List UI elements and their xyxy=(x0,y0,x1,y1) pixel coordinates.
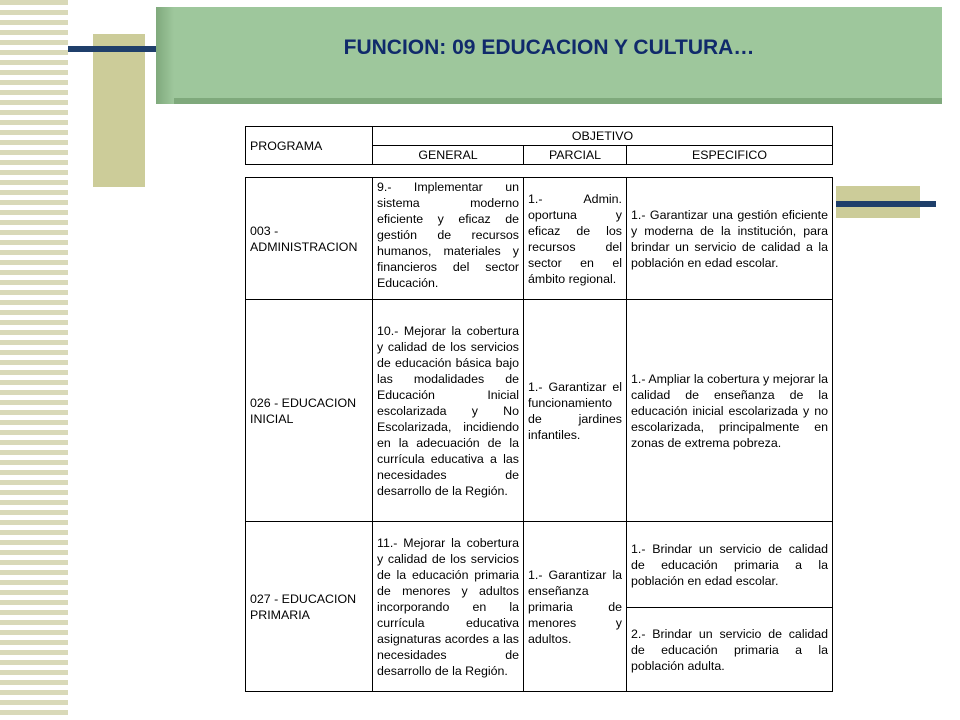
row-programa: 003 - ADMINISTRACION xyxy=(246,178,373,300)
row-general: 9.- Implementar un sistema moderno eficiente y eficaz de gestión de recursos humanos, materiales y financieros del sector Educación. xyxy=(373,178,524,300)
objectives-table xyxy=(245,177,833,692)
navy-bar-left xyxy=(68,46,158,52)
tan-block-left xyxy=(93,34,145,187)
header-objetivo: OBJETIVO xyxy=(373,127,833,146)
header-parcial: PARCIAL xyxy=(524,146,627,165)
row-especifico: 1.- Garantizar una gestión eficiente y moderna de la institución, para brindar un servicio de calidad a la población en edad escolar. xyxy=(627,178,833,300)
row-parcial: 1.- Garantizar el funcionamiento de jardines infantiles. xyxy=(524,300,627,522)
navy-bar-right xyxy=(836,201,936,207)
header-programa: PROGRAMA xyxy=(246,127,373,165)
row-parcial: 1.- Garantizar la enseñanza primaria de menores y adultos. xyxy=(524,522,627,692)
row-programa: 027 - EDUCACION PRIMARIA xyxy=(246,522,373,692)
header-especifico: ESPECIFICO xyxy=(627,146,833,165)
row-especifico: 2.- Brindar un servicio de calidad de educación primaria a la población adulta. xyxy=(627,608,833,692)
table-row xyxy=(246,300,833,522)
row-parcial: 1.- Admin. oportuna y eficaz de los recursos del sector en el ámbito regional. xyxy=(524,178,627,300)
row-general: 11.- Mejorar la cobertura y calidad de los servicios de la educación primaria de menores y adultos incorporando en la currícula educativa asignaturas acordes a las necesidades de desarrollo de la Región. xyxy=(373,522,524,692)
row-programa: 026 - EDUCACION INICIAL xyxy=(246,300,373,522)
table-row xyxy=(246,522,833,608)
row-especifico: 1.- Ampliar la cobertura y mejorar la calidad de enseñanza de la educación inicial escolarizada y no escolarizada, principalmente en zonas de extrema pobreza. xyxy=(627,300,833,522)
header-general: GENERAL xyxy=(373,146,524,165)
page-title: FUNCION: 09 EDUCACION Y CULTURA… xyxy=(343,36,755,59)
header-table xyxy=(245,126,833,165)
left-stripes-decoration xyxy=(0,0,68,720)
row-general: 10.- Mejorar la cobertura y calidad de los servicios de educación básica bajo las modalidades de Educación Inicial escolarizada y No Escolarizada, incidiendo en la adecuación de la currícula educativa a las necesidades de desarrollo de la Región. xyxy=(373,300,524,522)
title-banner xyxy=(156,7,942,104)
table-row xyxy=(246,178,833,300)
row-especifico: 1.- Brindar un servicio de calidad de educación primaria a la población en edad escolar. xyxy=(627,522,833,608)
